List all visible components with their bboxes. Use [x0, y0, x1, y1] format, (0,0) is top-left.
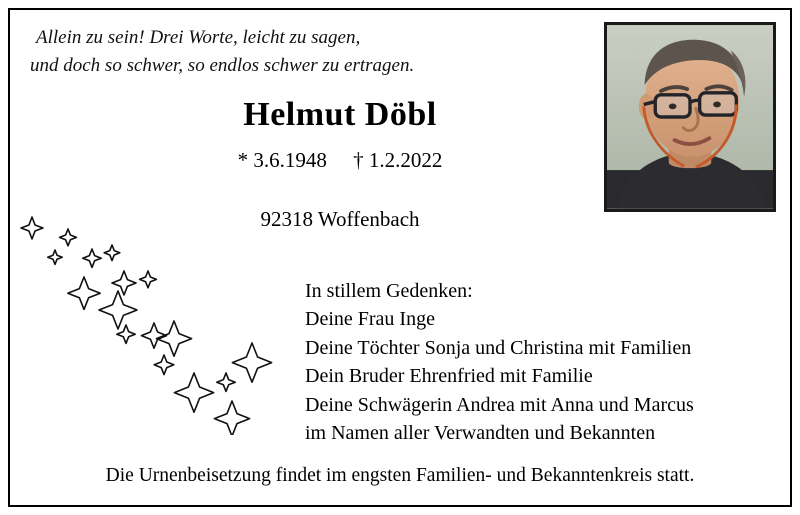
dedication-line-5: Deine Schwägerin Andrea mit Anna und Marcus — [305, 393, 694, 416]
verse-line-2: und doch so schwer, so endlos schwer zu ertragen. — [30, 54, 415, 76]
birth-death-dates: * 3.6.1948 † 1.2.2022 — [237, 148, 443, 172]
dedication-line-6: im Namen aller Verwandten und Bekannten — [305, 421, 656, 444]
deceased-name: Helmut Döbl — [243, 96, 437, 133]
funeral-note: Die Urnenbeisetzung findet im engsten Familien- und Bekanntenkreis statt. — [105, 465, 695, 486]
dedication-line-1: In stillem Gedenken: — [305, 280, 473, 302]
verse-block — [30, 24, 596, 79]
dedication-line-3: Deine Töchter Sonja und Christina mit Familien — [305, 336, 692, 359]
place-of-residence: 92318 Woffenbach — [260, 207, 420, 231]
dedication-line-2: Deine Frau Inge — [305, 308, 435, 331]
verse-line-1: Allein zu sein! Drei Worte, leicht zu sagen, — [36, 27, 361, 48]
dedication-line-4: Dein Bruder Ehrenfried mit Familie — [305, 365, 593, 388]
identity-block — [0, 96, 800, 232]
falling-stars-decoration — [14, 205, 304, 435]
dedication-block — [305, 277, 694, 447]
